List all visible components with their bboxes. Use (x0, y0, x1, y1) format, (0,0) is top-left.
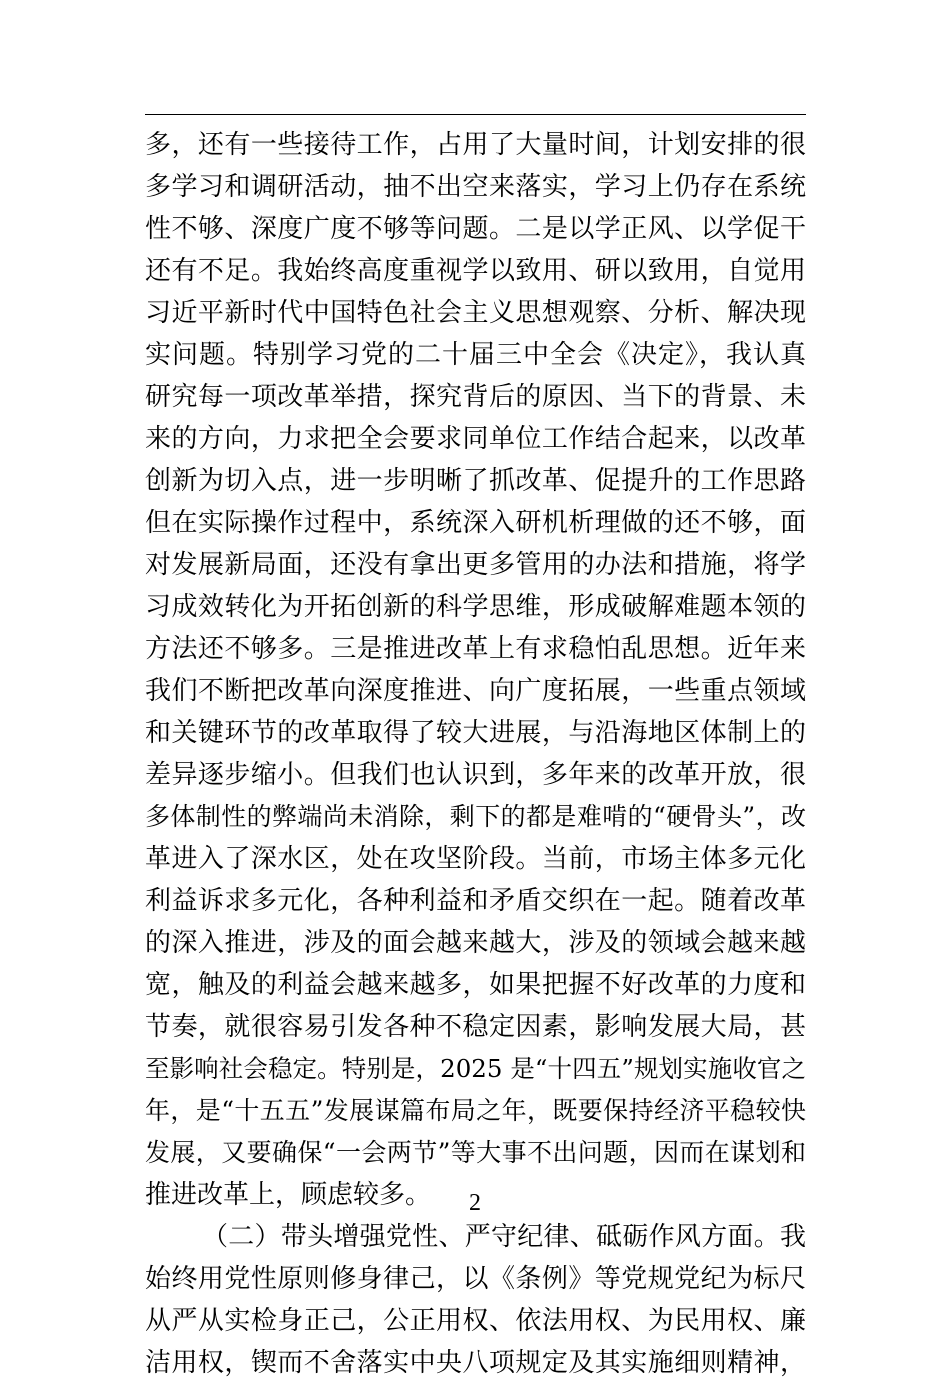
text-line: 革进入了深水区，处在攻坚阶段。当前，市场主体多元化 (145, 844, 806, 874)
text-line: 但在实际操作过程中，系统深入研机析理做的还不够，面 (145, 508, 806, 538)
text-line: 年，是“十五五”发展谋篇布局之年，既要保持经济平稳较快 (145, 1096, 806, 1125)
text-line: 方法还不够多。三是推进改革上有求稳怕乱思想。近年来 (145, 634, 806, 664)
text-line: 利益诉求多元化，各种利益和矛盾交织在一起。随着改革 (145, 886, 806, 916)
text-line: 性不够、深度广度不够等问题。二是以学正风、以学促干 (145, 214, 806, 244)
section-heading-line: （二）带头增强党性、严守纪律、砥砺作风方面。我 (202, 1222, 806, 1252)
text-line: 来的方向，力求把全会要求同单位工作结合起来，以改革 (145, 424, 806, 454)
text-line: 实问题。特别学习党的二十届三中全会《决定》，我认真 (145, 340, 806, 370)
text-line: 习近平新时代中国特色社会主义思想观察、分析、解决现 (145, 298, 806, 328)
text-line: 多学习和调研活动，抽不出空来落实，学习上仍存在系统 (145, 172, 806, 202)
text-line: 始终用党性原则修身律己，以《条例》等党规党纪为标尺 (145, 1264, 806, 1294)
text-line: 还有不足。我始终高度重视学以致用、研以致用，自觉用 (145, 256, 806, 286)
page-number: 2 (469, 1190, 481, 1216)
text-line: 宽，触及的利益会越来越多，如果把握不好改革的力度和 (145, 970, 806, 1000)
text-line: 差异逐步缩小。但我们也认识到，多年来的改革开放，很 (145, 760, 806, 790)
text-line: 洁用权，锲而不舍落实中央八项规定及其实施细则精神， (145, 1348, 806, 1378)
text-line: 节奏，就很容易引发各种不稳定因素，影响发展大局，甚 (145, 1012, 806, 1042)
text-line: 对发展新局面，还没有拿出更多管用的办法和措施，将学 (145, 550, 806, 580)
paragraph-end-line: 推进改革上，顾虑较多。 (145, 1180, 432, 1210)
header-rule (145, 114, 806, 115)
text-line: 的深入推进，涉及的面会越来越大，涉及的领域会越来越 (145, 928, 806, 958)
text-line: 和关键环节的改革取得了较大进展，与沿海地区体制上的 (145, 718, 806, 748)
text-line: 创新为切入点，进一步明晰了抓改革、促提升的工作思路 (145, 466, 806, 496)
text-line: 我们不断把改革向深度推进、向广度拓展，一些重点领域 (145, 676, 806, 706)
text-line: 研究每一项改革举措，探究背后的原因、当下的背景、未 (145, 382, 806, 412)
text-line: 习成效转化为开拓创新的科学思维，形成破解难题本领的 (145, 592, 806, 622)
text-line: 多，还有一些接待工作，占用了大量时间，计划安排的很 (145, 130, 806, 160)
text-line: 从严从实检身正己，公正用权、依法用权、为民用权、廉 (145, 1306, 806, 1336)
text-line: 至影响社会稳定。特别是，2025 是“十四五”规划实施收官之 (145, 1054, 806, 1083)
text-line: 发展，又要确保“一会两节”等大事不出问题，因而在谋划和 (145, 1138, 806, 1167)
text-line: 多体制性的弊端尚未消除，剩下的都是难啃的“硬骨头”，改 (145, 802, 806, 831)
